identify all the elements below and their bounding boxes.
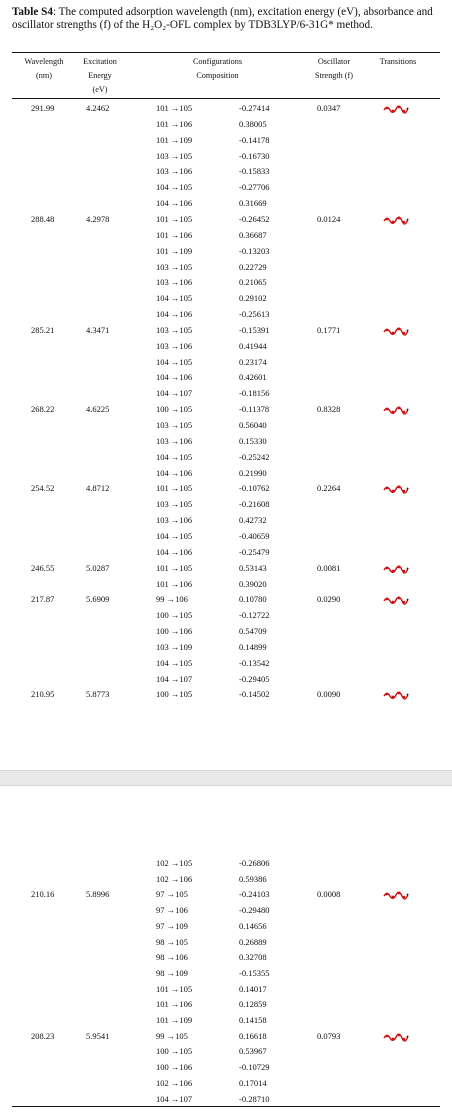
oscillator-strength-cell: 0.8328 [317,404,341,415]
configuration-cell: 101 →105 [156,483,193,494]
composition-cell: -0.40659 [239,530,270,541]
table-row [0,672,452,687]
table-row [0,497,452,512]
configuration-cell: 103 →109 [156,641,193,652]
configuration-cell: 97 →106 [156,905,188,916]
composition-cell: -0.21608 [239,499,270,510]
table-row [0,656,452,671]
wavelength-cell: 268.22 [31,404,55,415]
wavelength-cell: 246.55 [31,562,55,573]
configuration-cell: 104 →107 [156,388,193,399]
table-row [0,561,452,576]
configuration-cell: 101 →105 [156,562,193,573]
configuration-cell: 103 →105 [156,150,193,161]
composition-cell: 0.54709 [239,626,267,637]
configuration-cell: 104 →105 [156,356,193,367]
composition-cell: 0.15330 [239,435,267,446]
composition-cell: 0.14656 [239,920,267,931]
configuration-cell: 101 →105 [156,983,193,994]
configuration-cell: 97 →109 [156,920,188,931]
composition-cell: -0.29405 [239,673,270,684]
composition-cell: 0.22729 [239,261,267,272]
composition-cell: 0.31669 [239,198,267,209]
header-transitions [368,55,428,69]
composition-cell: 0.16618 [239,1030,267,1041]
oscillator-strength-cell: 0.0347 [317,103,341,113]
oscillator-strength-cell: 0.2264 [317,483,341,494]
table-row [0,260,452,275]
table-row [0,950,452,965]
table-top-rule [12,52,440,53]
wavelength-cell: 291.99 [31,103,55,113]
composition-cell: 0.53967 [239,1046,267,1057]
energy-cell: 4.2462 [86,103,110,113]
table-row [0,903,452,918]
configuration-cell: 101 →105 [156,213,193,224]
configuration-cell: 101 →106 [156,229,193,240]
energy-cell: 4.6225 [86,404,110,415]
composition-cell: -0.15833 [239,166,270,177]
composition-cell: 0.29102 [239,293,267,304]
table-row [0,997,452,1012]
energy-cell: 5.8773 [86,689,110,700]
table-row [0,592,452,607]
composition-cell: 0.14899 [239,641,267,652]
oscillator-strength-cell: 0.0793 [317,1030,341,1041]
wavelength-cell: 285.21 [31,324,55,335]
page-break [0,770,452,786]
energy-cell: 4.8712 [86,483,110,494]
header-transitions-line1: Transitions [379,57,417,66]
configuration-cell: 104 →107 [156,1093,193,1104]
table-row [0,640,452,655]
configuration-cell: 99 →105 [156,1030,188,1041]
table-row [0,1029,452,1044]
table-row [0,228,452,243]
wavelength-cell: 254.52 [31,483,55,494]
table-row [0,402,452,417]
oscillator-strength-cell: 0.0124 [317,213,341,224]
composition-cell: 0.10780 [239,594,267,605]
configuration-cell: 102 →105 [156,858,193,868]
header-config-line1: Configurations [192,57,243,66]
table-row [0,196,452,211]
composition-cell: 0.38005 [239,118,267,129]
energy-cell: 4.2978 [86,213,110,224]
header-energy-line3: (eV) [92,85,108,94]
energy-cell: 5.8996 [86,889,110,900]
molecule-icon [383,215,409,225]
configuration-cell: 104 →105 [156,451,193,462]
header-config [165,55,270,83]
configuration-cell: 100 →105 [156,404,193,415]
table-row [0,1076,452,1091]
configuration-cell: 104 →106 [156,546,193,557]
composition-cell: 0.21990 [239,467,267,478]
table-row [0,434,452,449]
header-wavelength-line2: (nm) [36,71,52,80]
configuration-cell: 101 →106 [156,118,193,129]
energy-cell: 5.9541 [86,1030,110,1041]
composition-cell: -0.28710 [239,1093,270,1104]
configuration-cell: 103 →105 [156,499,193,510]
configuration-cell: 104 →106 [156,309,193,320]
configuration-cell: 103 →106 [156,277,193,288]
configuration-cell: 101 →106 [156,999,193,1010]
document-page-2 [0,786,452,1118]
molecule-icon [383,484,409,494]
configuration-cell: 98 →109 [156,967,188,978]
wavelength-cell: 288.48 [31,213,55,224]
table-row [0,212,452,227]
composition-cell: -0.15391 [239,324,270,335]
header-energy-line1: Excitation [83,57,117,66]
table-row [0,418,452,433]
composition-cell: -0.10762 [239,483,270,494]
table-row [0,291,452,306]
composition-cell: -0.26452 [239,213,270,224]
table-row [0,624,452,639]
configuration-cell: 98 →105 [156,936,188,947]
configuration-cell: 100 →106 [156,1062,193,1073]
configuration-cell: 103 →106 [156,515,193,526]
configuration-cell: 104 →107 [156,673,193,684]
header-energy [72,55,128,97]
table-row [0,608,452,623]
table-row [0,577,452,592]
wavelength-cell: 210.95 [31,689,55,700]
table-row [0,1013,452,1028]
header-osc-line2: Strength (f) [315,71,353,80]
composition-cell: 0.23174 [239,356,267,367]
composition-cell: 0.42732 [239,515,267,526]
table-row [0,101,452,116]
configuration-cell: 104 →106 [156,372,193,383]
composition-cell: 0.36687 [239,229,267,240]
oscillator-strength-cell: 0.0290 [317,594,341,605]
composition-cell: -0.13203 [239,245,270,256]
composition-cell: -0.29480 [239,905,270,916]
molecule-icon [383,890,409,900]
composition-cell: 0.56040 [239,420,267,430]
composition-cell: -0.26806 [239,858,270,868]
table-row [0,481,452,496]
table-row [0,1092,452,1107]
configuration-cell: 100 →106 [156,626,193,637]
composition-cell: -0.27706 [239,182,270,193]
table-row [0,1044,452,1059]
table-row [0,370,452,385]
header-osc-line1: Oscillator [317,57,351,66]
table-row [0,355,452,370]
molecule-icon [383,690,409,700]
table-caption [12,6,442,31]
table-row [0,386,452,401]
table-row [0,275,452,290]
table-row [0,919,452,934]
table-row [0,323,452,338]
composition-cell: -0.11378 [239,404,270,415]
configuration-cell: 102 →106 [156,873,193,884]
table-row [0,966,452,981]
table-row [0,687,452,702]
composition-cell: 0.14017 [239,983,267,994]
energy-cell: 5.6909 [86,594,110,605]
wavelength-cell: 210.16 [31,889,55,900]
molecule-icon [383,1032,409,1042]
table-row [0,466,452,481]
configuration-cell: 100 →105 [156,689,193,700]
composition-cell: 0.26889 [239,936,267,947]
configuration-cell: 100 →105 [156,1046,193,1057]
table-row [0,872,452,887]
table-row [0,856,452,871]
oscillator-strength-cell: 0.0090 [317,689,341,700]
table-row [0,180,452,195]
table-row [0,339,452,354]
composition-cell: 0.12859 [239,999,267,1010]
composition-cell: 0.14158 [239,1015,267,1025]
table-row [0,307,452,322]
composition-cell: -0.10729 [239,1062,270,1073]
molecule-icon [383,595,409,605]
header-config-line2: Composition [196,71,239,80]
caption-text: : The computed adsorption wavelength (nm), excitation energy (eV), absorbance and oscillator strengths (f) of the H₂O₂-OFL complex by TDB3LYP/6-31G* method. [12,6,433,31]
composition-cell: -0.25479 [239,546,270,557]
composition-cell: -0.14178 [239,134,270,145]
wavelength-cell: 208.23 [31,1030,55,1041]
composition-cell: -0.25613 [239,309,270,320]
molecule-icon [383,104,409,114]
composition-cell: -0.27414 [239,103,270,113]
configuration-cell: 103 →106 [156,340,193,351]
composition-cell: -0.16730 [239,150,270,161]
molecule-icon [383,405,409,415]
configuration-cell: 101 →109 [156,1015,193,1025]
configuration-cell: 104 →106 [156,467,193,478]
configuration-cell: 98 →106 [156,952,188,963]
configuration-cell: 104 →105 [156,293,193,304]
composition-cell: -0.25242 [239,451,270,462]
configuration-cell: 101 →109 [156,245,193,256]
composition-cell: 0.53143 [239,562,267,573]
table-row [0,244,452,259]
molecule-icon [383,564,409,574]
table-row [0,133,452,148]
composition-cell: -0.13542 [239,657,270,668]
configuration-cell: 100 →105 [156,610,193,621]
configuration-cell: 102 →106 [156,1077,193,1088]
table-row [0,529,452,544]
table-label: Table S4 [12,6,53,18]
composition-cell: -0.12722 [239,610,270,621]
configuration-cell: 103 →105 [156,420,193,430]
configuration-cell: 101 →106 [156,578,193,589]
table-row [0,545,452,560]
wavelength-cell: 217.87 [31,594,55,605]
composition-cell: 0.39020 [239,578,267,589]
configuration-cell: 104 →106 [156,198,193,209]
table-row [0,513,452,528]
header-energy-line2: Energy [88,71,112,80]
table-row [0,164,452,179]
configuration-cell: 99 →106 [156,594,188,605]
header-osc [302,55,366,83]
table-row [0,935,452,950]
composition-cell: -0.18156 [239,388,270,399]
composition-cell: 0.32708 [239,952,267,963]
configuration-cell: 104 →105 [156,182,193,193]
configuration-cell: 103 →105 [156,261,193,272]
configuration-cell: 103 →106 [156,166,193,177]
oscillator-strength-cell: 0.0008 [317,889,341,900]
table-row [0,1060,452,1075]
configuration-cell: 103 →106 [156,435,193,446]
composition-cell: 0.21065 [239,277,267,288]
oscillator-strength-cell: 0.0081 [317,562,341,573]
configuration-cell: 104 →105 [156,530,193,541]
header-wavelength [18,55,70,83]
table-bottom-rule [12,1106,440,1107]
oscillator-strength-cell: 0.1771 [317,324,341,335]
configuration-cell: 103 →105 [156,324,193,335]
composition-cell: 0.41944 [239,340,267,351]
composition-cell: 0.17014 [239,1077,267,1088]
configuration-cell: 104 →105 [156,657,193,668]
table-row [0,450,452,465]
table-header-rule [12,98,440,99]
configuration-cell: 97 →105 [156,889,188,900]
energy-cell: 5.0287 [86,562,110,573]
table-row [0,149,452,164]
configuration-cell: 101 →109 [156,134,193,145]
composition-cell: -0.15355 [239,967,270,978]
table-row [0,887,452,902]
composition-cell: 0.42601 [239,372,267,383]
header-wavelength-line1: Wavelength [24,57,64,66]
energy-cell: 4.3471 [86,324,110,335]
composition-cell: -0.14502 [239,689,270,700]
composition-cell: 0.59386 [239,873,267,884]
table-row [0,117,452,132]
molecule-icon [383,326,409,336]
configuration-cell: 101 →105 [156,103,193,113]
table-row [0,982,452,997]
composition-cell: -0.24103 [239,889,270,900]
